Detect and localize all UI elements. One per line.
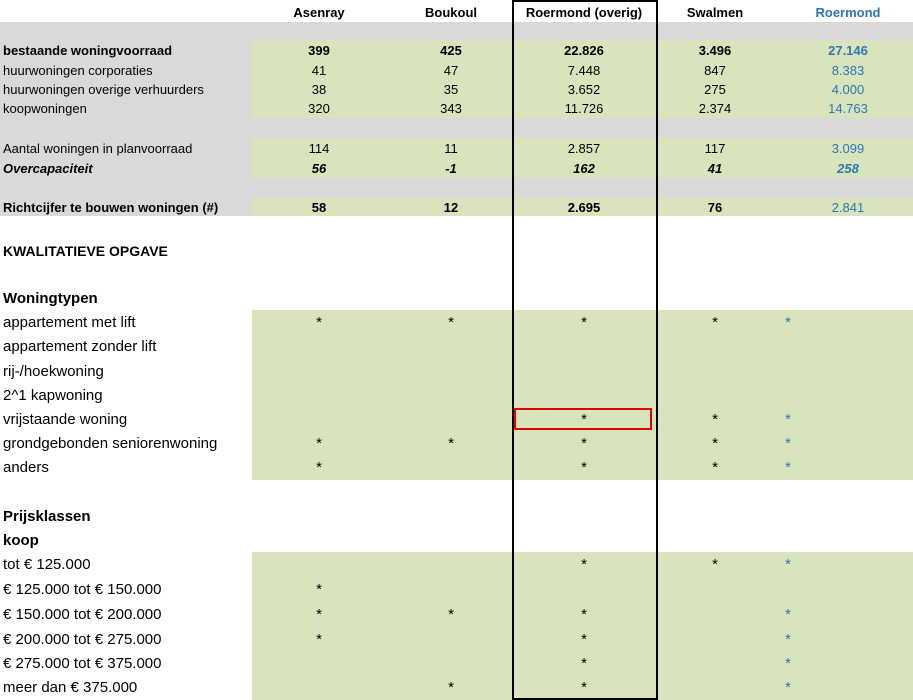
cell-mark: * <box>712 411 718 428</box>
table-row <box>0 652 913 676</box>
cell-value: 35 <box>443 82 459 97</box>
column-header-asenray: Asenray <box>293 5 345 20</box>
cell-value: 320 <box>308 101 330 116</box>
cell-value: 7.448 <box>567 63 601 78</box>
cell-value: 425 <box>440 43 462 58</box>
cell-value: 258 <box>837 161 859 176</box>
cell-value: 27.146 <box>828 43 868 58</box>
row-label: 2^1 kapwoning <box>3 387 103 404</box>
row-label: vrijstaande woning <box>3 411 128 428</box>
cell-mark: * <box>712 435 718 452</box>
prijsklassen-subtitle <box>0 532 913 554</box>
cell-value: 8.383 <box>831 63 865 78</box>
cell-value: 11.726 <box>564 101 604 116</box>
prijsklassen-subtitle-text: koop <box>3 532 39 549</box>
table-row <box>0 432 913 456</box>
cell-value: 114 <box>308 141 330 156</box>
cell-value: 3.099 <box>831 141 865 156</box>
woningtypen-title <box>0 290 913 310</box>
cell-mark: * <box>448 435 454 452</box>
cell-mark: * <box>316 314 322 331</box>
cell-mark: * <box>581 314 587 331</box>
cell-value: 2.695 <box>567 200 601 215</box>
cell-mark: * <box>785 314 791 331</box>
cell-value: 22.826 <box>564 43 604 58</box>
cell-mark: * <box>581 679 587 696</box>
row-label: Aantal woningen in planvoorraad <box>3 141 193 156</box>
section-title <box>0 243 913 263</box>
cell-value: 117 <box>704 141 726 156</box>
cell-mark: * <box>581 606 587 623</box>
cell-mark: * <box>448 606 454 623</box>
cell-mark: * <box>316 435 322 452</box>
column-header-swalmen: Swalmen <box>686 5 744 20</box>
cell-value: 38 <box>311 82 327 97</box>
table-row <box>0 335 913 359</box>
cell-value: 275 <box>704 82 726 97</box>
row-label: appartement met lift <box>3 314 136 331</box>
cell-value: 162 <box>573 161 595 176</box>
table-row <box>0 311 913 335</box>
column-header-roermond: Roermond <box>815 5 881 20</box>
cell-value: 41 <box>707 161 723 176</box>
table-row <box>0 159 913 178</box>
cell-value: -1 <box>445 161 457 176</box>
row-label: anders <box>3 459 49 476</box>
cell-value: 4.000 <box>831 82 865 97</box>
table-row <box>0 553 913 577</box>
row-label: appartement zonder lift <box>3 338 157 355</box>
table-row <box>0 41 913 60</box>
cell-mark: * <box>785 556 791 573</box>
cell-mark: * <box>316 631 322 648</box>
cell-mark: * <box>785 411 791 428</box>
row-label: meer dan € 375.000 <box>3 679 138 696</box>
cell-mark: * <box>785 459 791 476</box>
cell-mark: * <box>316 606 322 623</box>
cell-value: 11 <box>444 141 458 156</box>
roermond-overig-column-frame <box>512 0 658 700</box>
table-row <box>0 139 913 158</box>
cell-mark: * <box>581 411 587 428</box>
cell-mark: * <box>785 435 791 452</box>
cell-mark: * <box>316 581 322 598</box>
cell-mark: * <box>785 679 791 696</box>
table-row <box>0 408 913 432</box>
table-row <box>0 80 913 99</box>
cell-value: 76 <box>707 200 723 215</box>
row-label: € 150.000 tot € 200.000 <box>3 606 162 623</box>
selected-cell-highlight[interactable] <box>514 408 652 430</box>
row-label: rij-/hoekwoning <box>3 363 104 380</box>
cell-mark: * <box>712 314 718 331</box>
row-label: € 200.000 tot € 275.000 <box>3 631 162 648</box>
cell-value: 47 <box>443 63 459 78</box>
prijsklassen-title <box>0 508 913 530</box>
cell-value: 3.652 <box>567 82 601 97</box>
table-row <box>0 61 913 80</box>
cell-value: 58 <box>311 200 327 215</box>
table-row <box>0 360 913 384</box>
column-header-roermond-overig: Roermond (overig) <box>525 5 643 20</box>
cell-mark: * <box>581 655 587 672</box>
row-label: bestaande woningvoorraad <box>3 43 173 58</box>
cell-value: 56 <box>311 161 327 176</box>
section-title-text: KWALITATIEVE OPGAVE <box>3 243 168 259</box>
table-row <box>0 198 913 217</box>
row-label: Richtcijfer te bouwen woningen (#) <box>3 200 219 215</box>
cell-mark: * <box>785 655 791 672</box>
cell-mark: * <box>581 459 587 476</box>
table-row <box>0 578 913 602</box>
table-row <box>0 99 913 118</box>
cell-value: 399 <box>308 43 330 58</box>
row-label: € 125.000 tot € 150.000 <box>3 581 162 598</box>
table-row <box>0 456 913 480</box>
cell-value: 41 <box>311 63 327 78</box>
row-label: € 275.000 tot € 375.000 <box>3 655 162 672</box>
table-row <box>0 384 913 408</box>
cell-value: 14.763 <box>828 101 868 116</box>
cell-mark: * <box>581 435 587 452</box>
row-label: koopwoningen <box>3 101 87 116</box>
table-row <box>0 676 913 700</box>
cell-mark: * <box>712 556 718 573</box>
cell-mark: * <box>316 459 322 476</box>
cell-mark: * <box>581 631 587 648</box>
cell-value: 2.857 <box>567 141 601 156</box>
cell-value: 2.841 <box>831 200 865 215</box>
cell-mark: * <box>448 679 454 696</box>
cell-value: 2.374 <box>698 101 732 116</box>
cell-mark: * <box>448 314 454 331</box>
cell-mark: * <box>581 556 587 573</box>
cell-value: 847 <box>704 63 726 78</box>
column-header-boukoul: Boukoul <box>425 5 477 20</box>
cell-value: 343 <box>440 101 462 116</box>
cell-mark: * <box>712 459 718 476</box>
column-header-row <box>0 5 913 23</box>
row-label: huurwoningen overige verhuurders <box>3 82 204 97</box>
table-row <box>0 603 913 627</box>
cell-mark: * <box>785 631 791 648</box>
prijsklassen-title-text: Prijsklassen <box>3 508 91 525</box>
woningtypen-title-text: Woningtypen <box>3 290 98 307</box>
table-row <box>0 628 913 652</box>
row-label: Overcapaciteit <box>3 161 93 176</box>
row-label: grondgebonden seniorenwoning <box>3 435 218 452</box>
cell-value: 3.496 <box>698 43 732 58</box>
row-label: tot € 125.000 <box>3 556 91 573</box>
cell-mark: * <box>785 606 791 623</box>
row-label: huurwoningen corporaties <box>3 63 153 78</box>
cell-value: 12 <box>443 200 459 215</box>
